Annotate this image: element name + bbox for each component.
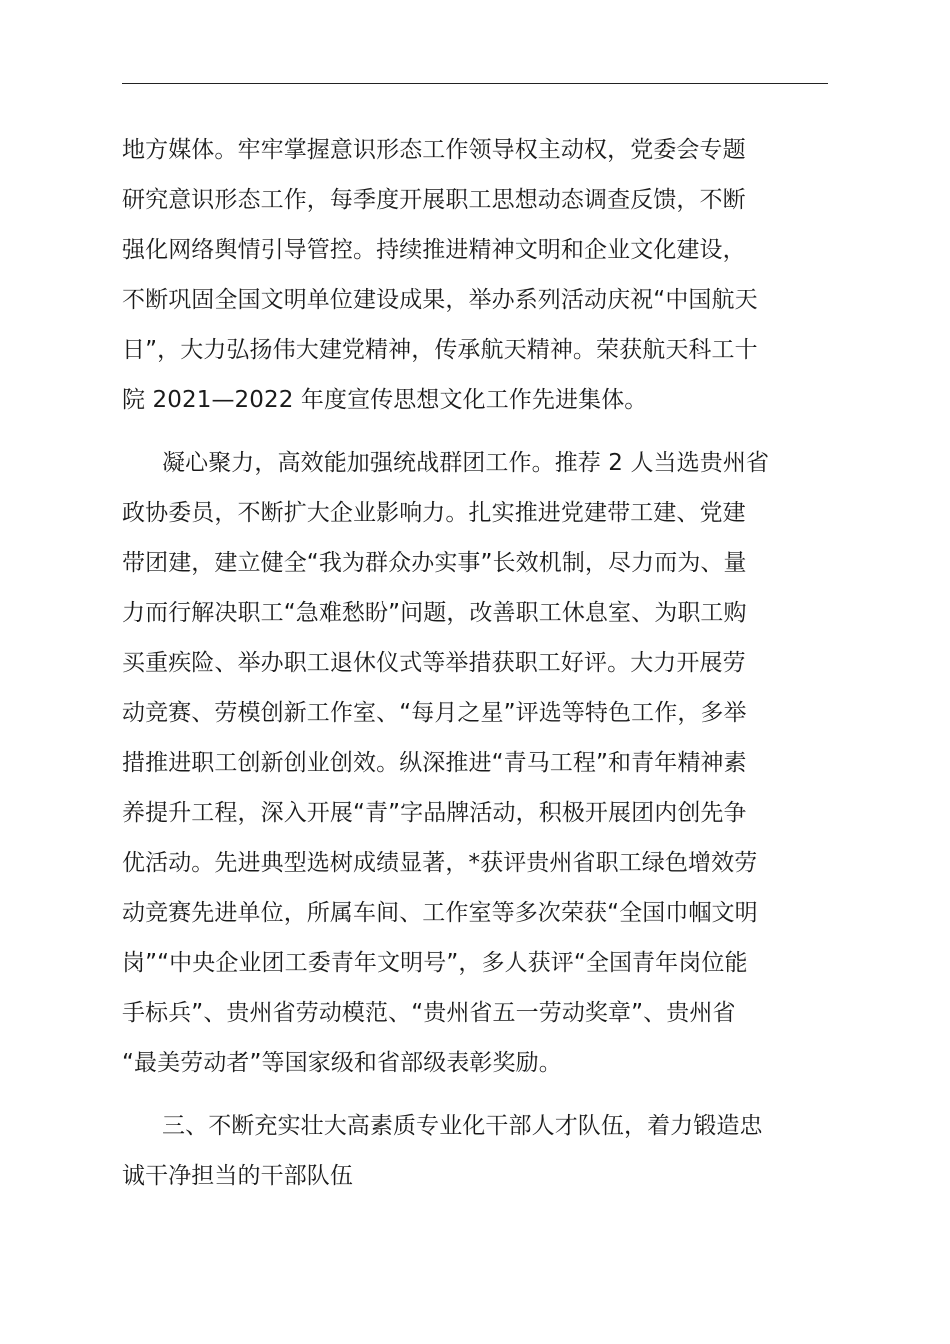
paragraph-united-front	[122, 438, 828, 1088]
text-line: 动竞赛、劳模创新工作室、“每月之星”评选等特色工作，多举	[122, 700, 747, 726]
text-line: 诚干净担当的干部队伍	[122, 1163, 353, 1189]
section-heading-three	[122, 1101, 828, 1201]
header-rule	[122, 83, 828, 84]
text-line: 不断巩固全国文明单位建设成果，举办系列活动庆祝“中国航天	[122, 287, 758, 313]
text-line: 带团建，建立健全“我为群众办实事”长效机制，尽力而为、量	[122, 550, 747, 576]
text-line: 三、不断充实壮大高素质专业化干部人才队伍，着力锻造忠	[162, 1113, 763, 1139]
paragraph-propaganda	[122, 125, 828, 425]
text-line: 政协委员，不断扩大企业影响力。扎实推进党建带工建、党建	[122, 500, 746, 526]
text-line: 买重疾险、举办职工退休仪式等举措获职工好评。大力开展劳	[122, 650, 746, 676]
text-line: 力而行解决职工“急难愁盼”问题，改善职工休息室、为职工购	[122, 600, 747, 626]
text-line: 凝心聚力，高效能加强统战群团工作。推荐 2 人当选贵州省	[162, 450, 770, 476]
text-line: 强化网络舆情引导管控。持续推进精神文明和企业文化建设，	[122, 237, 746, 263]
text-line: 研究意识形态工作，每季度开展职工思想动态调查反馈，不断	[122, 187, 746, 213]
text-line: 日”，大力弘扬伟大建党精神，传承航天精神。荣获航天科工十	[122, 337, 758, 363]
text-line: 优活动。先进典型选树成绩显著，*获评贵州省职工绿色增效劳	[122, 850, 758, 876]
text-line: 岗”“中央企业团工委青年文明号”，多人获评“全国青年岗位能	[122, 950, 748, 976]
body-text	[122, 125, 828, 1201]
text-line: 措推进职工创新创业创效。纵深推进“青马工程”和青年精神素	[122, 750, 747, 776]
text-line: “最美劳动者”等国家级和省部级表彰奖励。	[122, 1050, 562, 1076]
text-line: 动竞赛先进单位，所属车间、工作室等多次荣获“全国巾帼文明	[122, 900, 758, 926]
text-line: 手标兵”、贵州省劳动模范、“贵州省五一劳动奖章”、贵州省	[122, 1000, 736, 1026]
text-line: 地方媒体。牢牢掌握意识形态工作领导权主动权，党委会专题	[122, 137, 746, 163]
text-line: 养提升工程，深入开展“青”字品牌活动，积极开展团内创先争	[122, 800, 747, 826]
text-line: 院 2021—2022 年度宣传思想文化工作先进集体。	[122, 387, 648, 413]
